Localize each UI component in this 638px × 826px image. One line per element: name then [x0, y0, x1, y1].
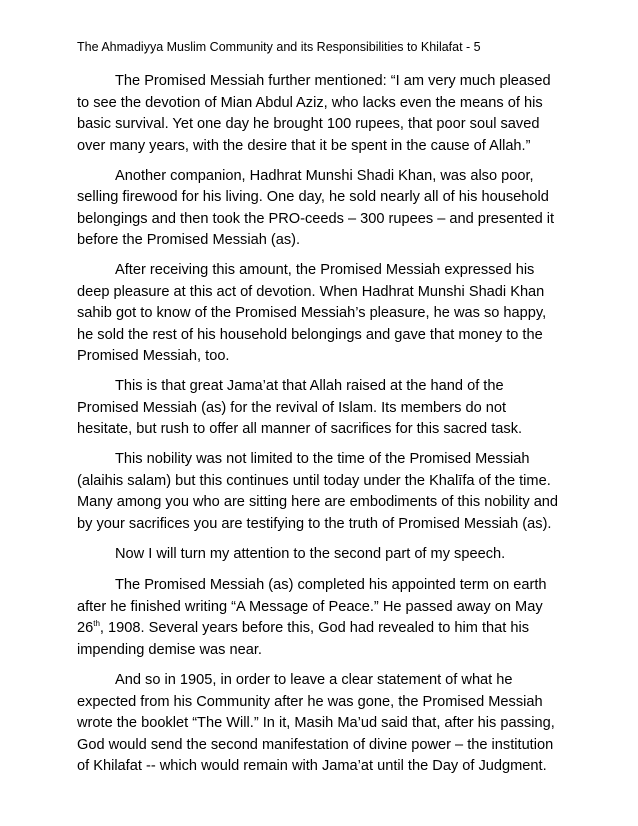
paragraph-expressed-pleasure: After receiving this amount, the Promised Messiah expressed his deep pleasure at this act of devotion. When Hadhrat Munshi Shadi Khan sahib got to know of the Promised Messiah’s pleasure, he was so happy, he sold the rest of his household belongings and gave that money to the Promised Messiah, too. — [77, 262, 547, 365]
paragraph-munshi-shadi-khan: Another companion, Hadhrat Munshi Shadi Khan, was also poor, selling firewood for his living. One day, he sold nearly all of his household belongings and then took the PRO-ceeds – 300 rupees – and presented it before the Promised Messiah (as). — [77, 167, 555, 249]
body-text — [77, 71, 562, 786]
paragraph-the-will: And so in 1905, in order to leave a clear statement of what he expected from his Community after he was gone, the Promised Messiah wrote the booklet “The Will.” In it, Masih Ma’ud said that, after his passing, God would send the second manifestation of divine power – the institution of Khilafat -- which would remain with Jama’at until the Day of Judgment. — [77, 672, 555, 775]
page-header: The Ahmadiyya Muslim Community and its Responsibilities to Khilafat - 5 — [77, 40, 481, 54]
paragraph-appointed-term-after: , 1908. Several years before this, God had revealed to him that his impending demise was near. — [77, 620, 530, 658]
paragraph-appointed-term-before: The Promised Messiah (as) completed his appointed term on earth after he finished writing “A Message of Peace.” He passed away on May 26 — [77, 577, 547, 637]
paragraph-second-part: Now I will turn my attention to the second part of my speech. — [115, 545, 506, 562]
paragraph-great-jamaat: This is that great Jama’at that Allah raised at the hand of the Promised Messiah (as) for the revival of Islam. Its members do not hesitate, but rush to offer all manner of sacrifices for this sacred task. — [77, 378, 523, 438]
paragraph-nobility: This nobility was not limited to the time of the Promised Messiah (alaihis salam) but this continues until today under the Khalīfa of the time. Many among you who are sitting here are embodiments of this nobility and by your sacrifices you are testifying to the truth of Promised Messiah (as). — [77, 451, 559, 532]
paragraph-appointed-term — [77, 575, 562, 661]
paragraph-mian-abdul-aziz: The Promised Messiah further mentioned: “I am very much pleased to see the devotion of Mian Abdul Aziz, who lacks even the means of his basic survival. Yet one day he brought 100 rupees, that poor soul saved over many years, with the desire that it be spent in the cause of Allah.” — [77, 73, 551, 154]
ordinal-suffix: th — [93, 619, 100, 629]
